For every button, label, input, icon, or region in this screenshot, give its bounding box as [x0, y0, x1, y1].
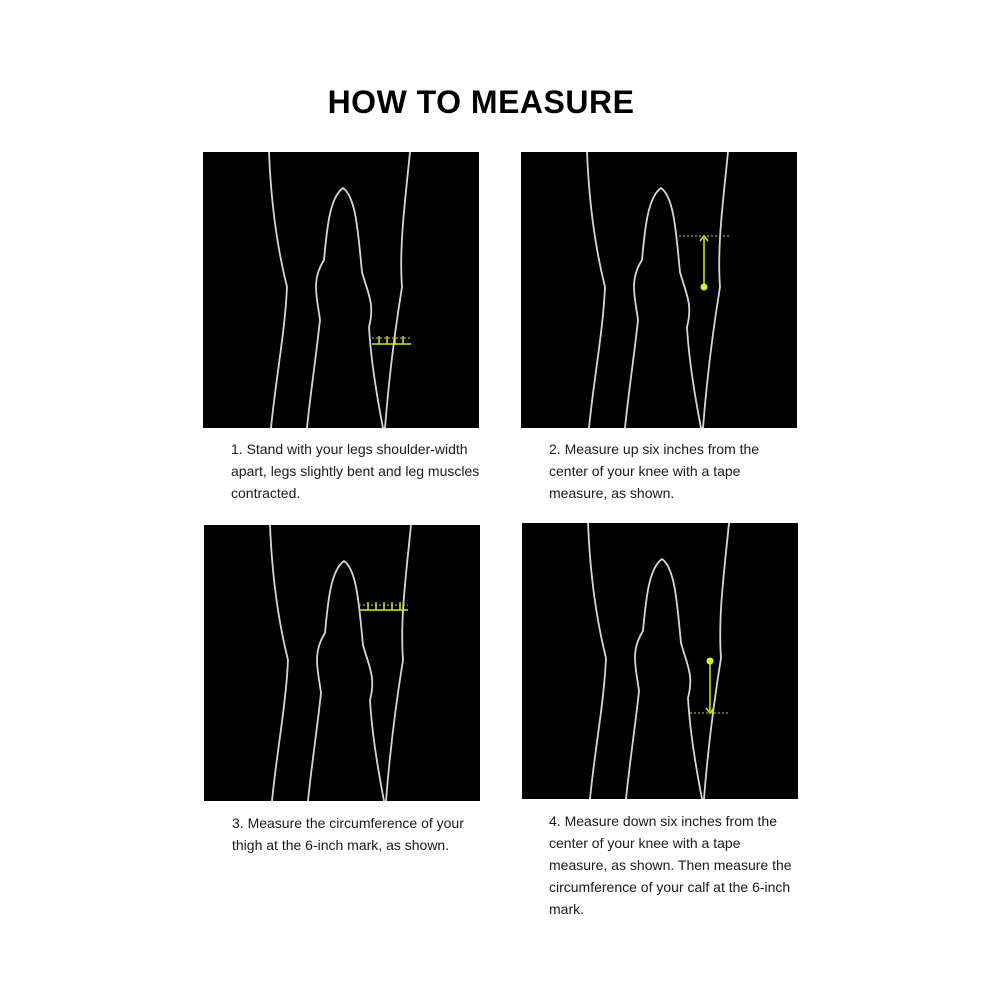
legs-outline [587, 152, 728, 428]
measure-down-arrow [690, 658, 730, 714]
step-4-illustration [522, 523, 798, 799]
step-1-caption: 1. Stand with your legs shoulder-width apart, legs slightly bent and leg muscles contracted. [231, 441, 480, 501]
tape-marker [372, 336, 411, 344]
step-2-illustration [521, 152, 797, 428]
step-4-caption: 4. Measure down six inches from the center of your knee with a tape measure, as shown. Then measure the circumference of your calf at the 6-inch mark. [549, 813, 792, 917]
measure-up-arrow [679, 236, 731, 291]
tape-marker [359, 602, 408, 610]
step-1-illustration [203, 152, 479, 428]
step-2-caption: 2. Measure up six inches from the center of your knee with a tape measure, as shown. [549, 441, 760, 501]
legs-outline [270, 525, 411, 801]
page-title: HOW TO MEASURE [327, 84, 635, 120]
step-3-illustration [204, 525, 480, 801]
legs-outline [269, 152, 410, 428]
step-3-caption: 3. Measure the circumference of your thigh at the 6-inch mark, as shown. [232, 815, 464, 853]
